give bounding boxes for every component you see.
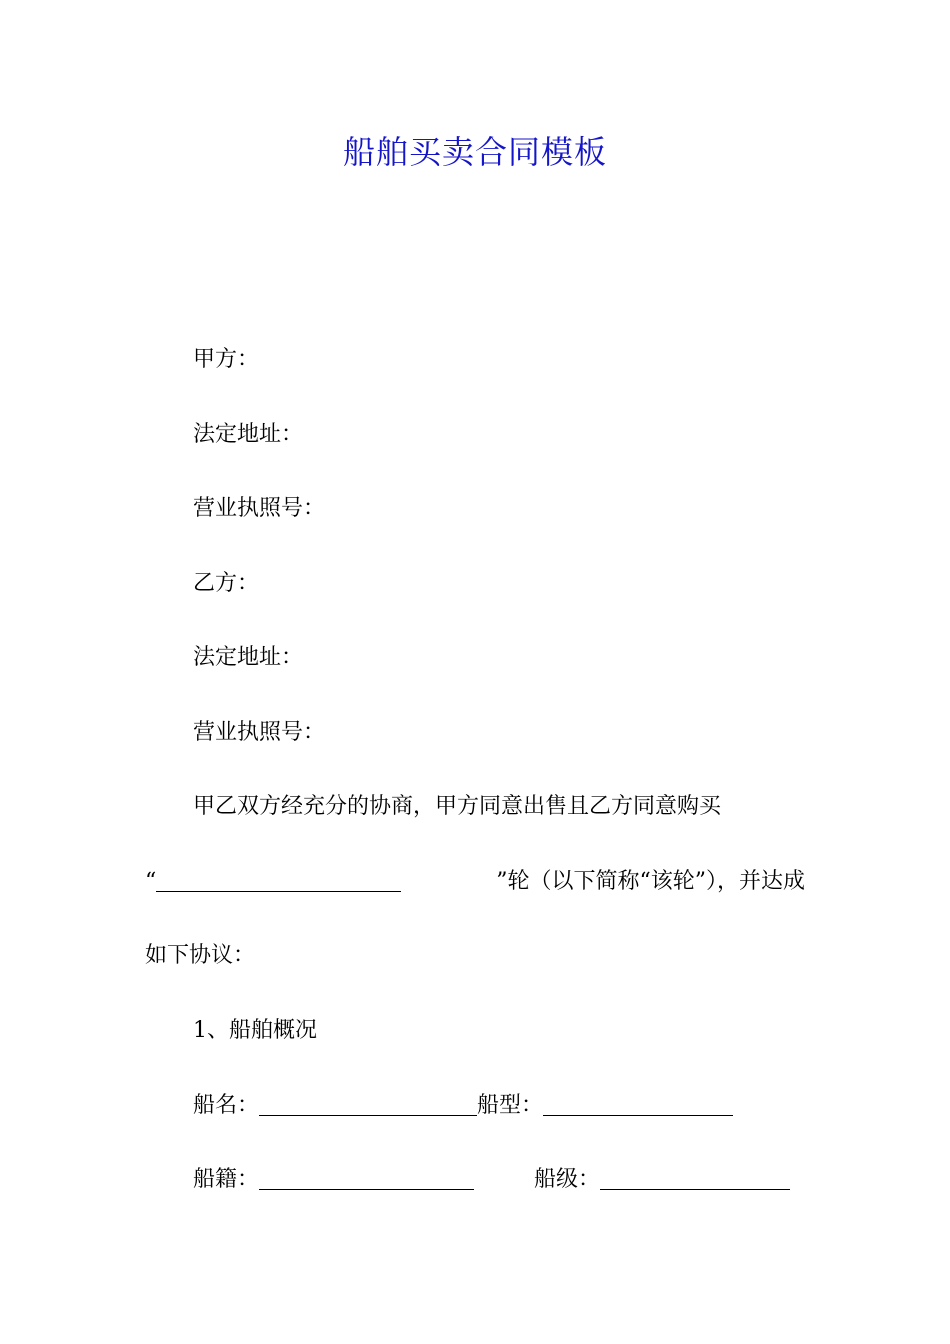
ship-name-type-row [193, 1090, 733, 1122]
intro-line-3: 如下协议： [145, 943, 256, 968]
party-b-license-label: 营业执照号： [193, 720, 326, 745]
party-a-address-label: 法定地址： [193, 422, 304, 447]
ship-class-label: 船级： [534, 1167, 601, 1192]
intro-line-2 [145, 866, 805, 898]
intro-line-2-rest: ”轮（以下简称“该轮”），并达成 [496, 869, 805, 894]
ship-name-blank-line [156, 867, 401, 892]
ship-registry-class-row [193, 1164, 790, 1196]
document-title: 船舶买卖合同模板 [342, 133, 607, 171]
ship-name-blank [259, 1091, 477, 1116]
party-b-address-label: 法定地址： [193, 645, 304, 670]
ship-name-label: 船名： [193, 1093, 260, 1118]
party-b-label: 乙方： [193, 571, 260, 596]
ship-registry-blank [259, 1165, 474, 1190]
party-a-label: 甲方： [193, 347, 260, 372]
ship-class-blank [600, 1165, 790, 1190]
ship-type-label: 船型： [477, 1093, 544, 1118]
party-a-license-label: 营业执照号： [193, 496, 326, 521]
intro-line-2-start [145, 866, 401, 898]
intro-open-quote: “ [145, 869, 157, 894]
ship-registry-label: 船籍： [193, 1167, 260, 1192]
ship-type-blank [543, 1091, 733, 1116]
section-1-heading: 1、船舶概况 [193, 1018, 317, 1043]
intro-line-1: 甲乙双方经充分的协商，甲方同意出售且乙方同意购买 [193, 794, 722, 819]
